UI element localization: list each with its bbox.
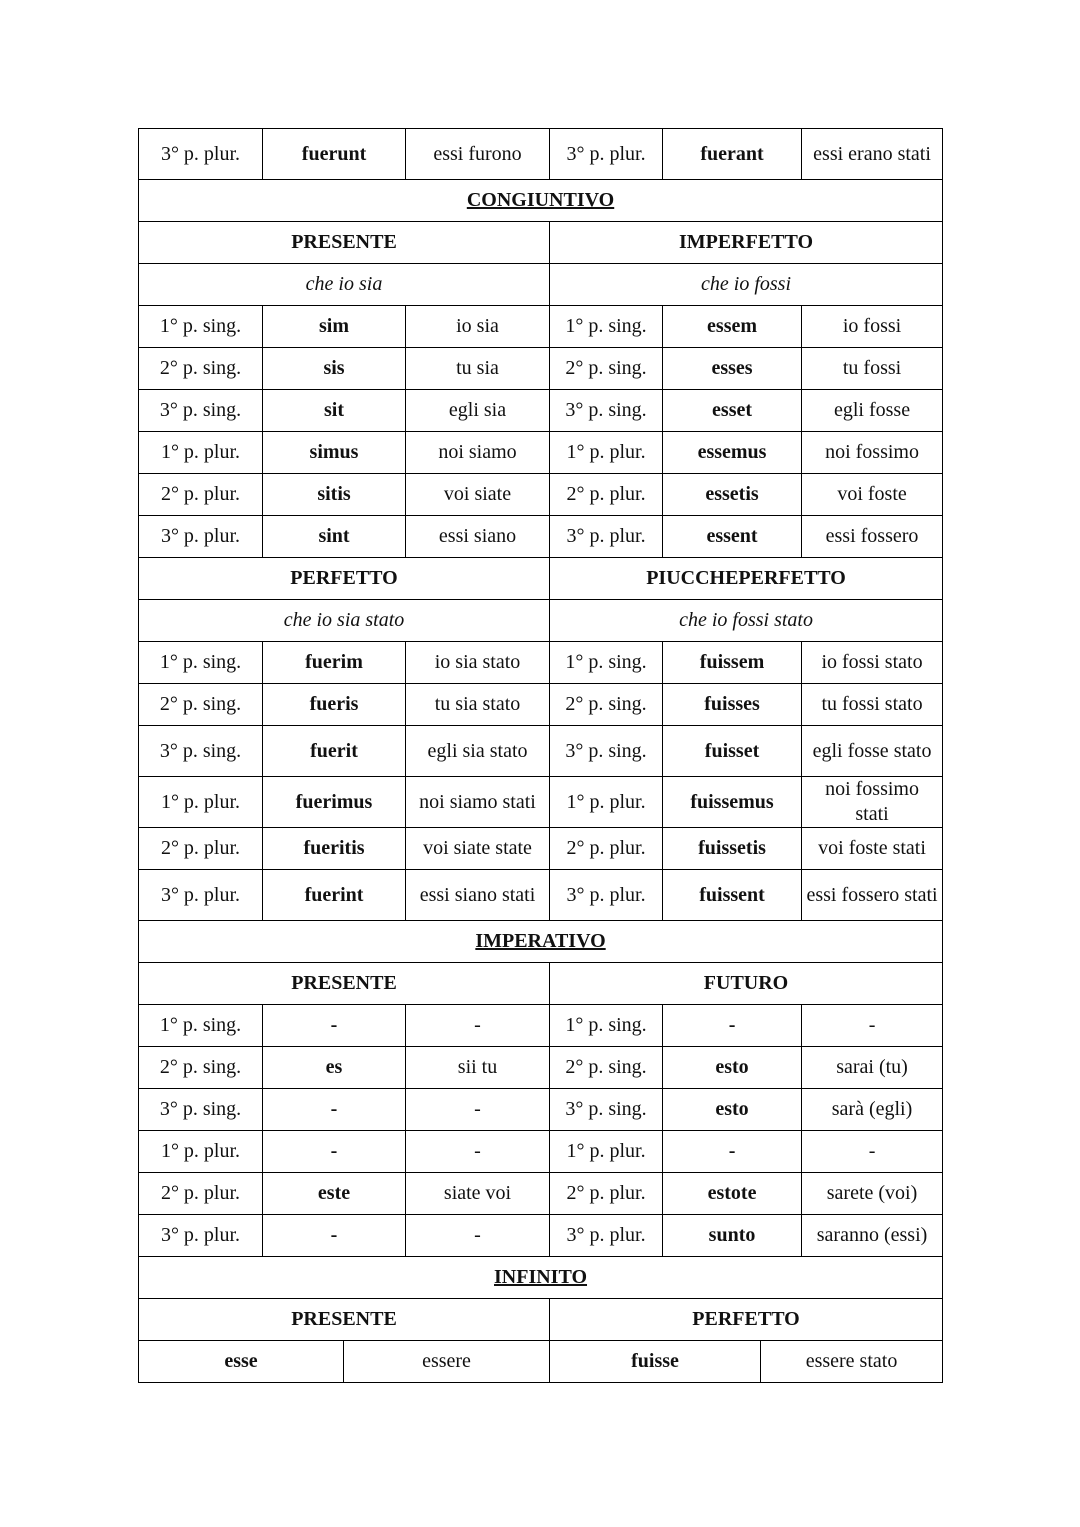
person-cell: 3° p. sing. <box>550 390 663 432</box>
tense-title-perfetto: PERFETTO <box>550 1299 943 1341</box>
latin-form: fuissem <box>663 642 802 684</box>
latin-form: fuissemus <box>663 777 802 828</box>
tense-title-presente: PRESENTE <box>139 222 550 264</box>
table-row <box>139 1215 943 1257</box>
conjugation-table <box>138 128 943 1383</box>
italian-translation: siate voi <box>406 1173 550 1215</box>
latin-form: fuerant <box>663 129 802 180</box>
tense-title-perfetto: PERFETTO <box>139 558 550 600</box>
table-row <box>139 1089 943 1131</box>
tense-title-presente: PRESENTE <box>139 963 550 1005</box>
person-cell: 1° p. sing. <box>550 306 663 348</box>
italian-translation: tu fossi <box>802 348 943 390</box>
latin-form: fueris <box>263 684 406 726</box>
mood-header-row <box>139 1257 943 1299</box>
italian-translation: egli sia stato <box>406 726 550 777</box>
latin-form: fuerimus <box>263 777 406 828</box>
person-cell: 1° p. sing. <box>550 642 663 684</box>
italian-translation: tu fossi stato <box>802 684 943 726</box>
italian-translation: noi fossimo stati <box>802 777 943 828</box>
italian-translation: io sia stato <box>406 642 550 684</box>
tense-gloss: che io sia <box>139 264 550 306</box>
latin-form: - <box>663 1131 802 1173</box>
person-cell: 1° p. plur. <box>139 777 263 828</box>
person-cell: 3° p. plur. <box>139 129 263 180</box>
italian-translation: essi siano stati <box>406 870 550 921</box>
person-cell: 2° p. plur. <box>139 828 263 870</box>
gloss-row <box>139 264 943 306</box>
person-cell: 1° p. plur. <box>550 777 663 828</box>
latin-form: esto <box>663 1047 802 1089</box>
latin-form: fuerint <box>263 870 406 921</box>
table-row <box>139 642 943 684</box>
latin-form: sim <box>263 306 406 348</box>
table-row <box>139 348 943 390</box>
italian-translation: essi fossero stati <box>802 870 943 921</box>
italian-translation: egli fosse stato <box>802 726 943 777</box>
person-cell: 1° p. plur. <box>550 1131 663 1173</box>
latin-form: fuerit <box>263 726 406 777</box>
italian-translation: - <box>802 1005 943 1047</box>
italian-translation: essere stato <box>761 1341 943 1383</box>
latin-form: simus <box>263 432 406 474</box>
person-cell: 2° p. plur. <box>139 474 263 516</box>
tense-gloss: che io fossi <box>550 264 943 306</box>
latin-form: sunto <box>663 1215 802 1257</box>
italian-translation: voi siate <box>406 474 550 516</box>
tense-header-row <box>139 222 943 264</box>
mood-title-congiuntivo: CONGIUNTIVO <box>139 180 943 222</box>
person-cell: 3° p. plur. <box>550 516 663 558</box>
latin-form: esse <box>139 1341 344 1383</box>
tense-header-row <box>139 963 943 1005</box>
person-cell: 2° p. sing. <box>139 348 263 390</box>
italian-translation: saranno (essi) <box>802 1215 943 1257</box>
person-cell: 3° p. sing. <box>139 1089 263 1131</box>
italian-translation: essi erano stati <box>802 129 943 180</box>
italian-translation: sii tu <box>406 1047 550 1089</box>
table-row <box>139 828 943 870</box>
latin-form: - <box>263 1215 406 1257</box>
latin-form: essent <box>663 516 802 558</box>
person-cell: 3° p. sing. <box>139 390 263 432</box>
italian-translation: - <box>406 1005 550 1047</box>
tense-gloss: che io sia stato <box>139 600 550 642</box>
italian-translation: - <box>802 1131 943 1173</box>
tense-title-futuro: FUTURO <box>550 963 943 1005</box>
italian-translation: voi foste <box>802 474 943 516</box>
person-cell: 2° p. plur. <box>550 474 663 516</box>
mood-header-row <box>139 180 943 222</box>
person-cell: 3° p. plur. <box>550 1215 663 1257</box>
table-row <box>139 129 943 180</box>
table-row <box>139 1047 943 1089</box>
tense-header-row <box>139 1299 943 1341</box>
table-row <box>139 474 943 516</box>
italian-translation: essere <box>344 1341 550 1383</box>
person-cell: 2° p. sing. <box>139 684 263 726</box>
latin-form: essemus <box>663 432 802 474</box>
person-cell: 1° p. sing. <box>139 1005 263 1047</box>
italian-translation: tu sia stato <box>406 684 550 726</box>
person-cell: 2° p. plur. <box>139 1173 263 1215</box>
italian-translation: egli fosse <box>802 390 943 432</box>
italian-translation: - <box>406 1089 550 1131</box>
latin-form: fuerim <box>263 642 406 684</box>
table-row <box>139 1173 943 1215</box>
mood-title-infinito: INFINITO <box>139 1257 943 1299</box>
person-cell: 3° p. plur. <box>139 1215 263 1257</box>
tense-title-piuccheperfetto: PIUCCHEPERFETTO <box>550 558 943 600</box>
latin-form: esset <box>663 390 802 432</box>
person-cell: 3° p. plur. <box>139 516 263 558</box>
italian-translation: sarà (egli) <box>802 1089 943 1131</box>
latin-form: fuissetis <box>663 828 802 870</box>
italian-translation: essi furono <box>406 129 550 180</box>
italian-translation: essi fossero <box>802 516 943 558</box>
gloss-row <box>139 600 943 642</box>
person-cell: 1° p. plur. <box>139 432 263 474</box>
person-cell: 1° p. sing. <box>139 642 263 684</box>
person-cell: 3° p. sing. <box>139 726 263 777</box>
italian-translation: tu sia <box>406 348 550 390</box>
latin-form: - <box>263 1089 406 1131</box>
italian-translation: noi fossimo <box>802 432 943 474</box>
person-cell: 3° p. plur. <box>139 870 263 921</box>
tense-header-row <box>139 558 943 600</box>
person-cell: 1° p. sing. <box>139 306 263 348</box>
table-row <box>139 684 943 726</box>
person-cell: 3° p. plur. <box>550 129 663 180</box>
latin-form: sint <box>263 516 406 558</box>
italian-translation: egli sia <box>406 390 550 432</box>
italian-translation: noi siamo stati <box>406 777 550 828</box>
latin-form: - <box>663 1005 802 1047</box>
latin-form: estote <box>663 1173 802 1215</box>
latin-form: fueritis <box>263 828 406 870</box>
person-cell: 3° p. sing. <box>550 726 663 777</box>
latin-form: sit <box>263 390 406 432</box>
italian-translation: essi siano <box>406 516 550 558</box>
latin-form: es <box>263 1047 406 1089</box>
person-cell: 3° p. plur. <box>550 870 663 921</box>
person-cell: 2° p. sing. <box>550 1047 663 1089</box>
tense-gloss: che io fossi stato <box>550 600 943 642</box>
italian-translation: io fossi <box>802 306 943 348</box>
latin-form: fuisse <box>550 1341 761 1383</box>
latin-form: - <box>263 1131 406 1173</box>
italian-translation: io fossi stato <box>802 642 943 684</box>
mood-title-imperativo: IMPERATIVO <box>139 921 943 963</box>
person-cell: 3° p. sing. <box>550 1089 663 1131</box>
latin-form: sitis <box>263 474 406 516</box>
table-row <box>139 306 943 348</box>
person-cell: 2° p. sing. <box>550 348 663 390</box>
table-row <box>139 726 943 777</box>
latin-form: essetis <box>663 474 802 516</box>
table-row <box>139 516 943 558</box>
tense-title-imperfetto: IMPERFETTO <box>550 222 943 264</box>
table-row <box>139 1005 943 1047</box>
table-row <box>139 432 943 474</box>
mood-header-row <box>139 921 943 963</box>
latin-form: esses <box>663 348 802 390</box>
table-row <box>139 870 943 921</box>
italian-translation: voi siate state <box>406 828 550 870</box>
person-cell: 1° p. plur. <box>550 432 663 474</box>
person-cell: 2° p. plur. <box>550 1173 663 1215</box>
latin-form: sis <box>263 348 406 390</box>
italian-translation: sarai (tu) <box>802 1047 943 1089</box>
person-cell: 2° p. plur. <box>550 828 663 870</box>
table-row <box>139 1131 943 1173</box>
italian-translation: - <box>406 1215 550 1257</box>
latin-form: esto <box>663 1089 802 1131</box>
tense-title-presente: PRESENTE <box>139 1299 550 1341</box>
latin-form: fuisses <box>663 684 802 726</box>
person-cell: 1° p. sing. <box>550 1005 663 1047</box>
italian-translation: sarete (voi) <box>802 1173 943 1215</box>
table-row <box>139 390 943 432</box>
person-cell: 1° p. plur. <box>139 1131 263 1173</box>
latin-form: fuerunt <box>263 129 406 180</box>
table-row <box>139 777 943 828</box>
italian-translation: io sia <box>406 306 550 348</box>
latin-form: este <box>263 1173 406 1215</box>
italian-translation: - <box>406 1131 550 1173</box>
italian-translation: noi siamo <box>406 432 550 474</box>
latin-form: - <box>263 1005 406 1047</box>
latin-form: fuisset <box>663 726 802 777</box>
latin-form: fuissent <box>663 870 802 921</box>
person-cell: 2° p. sing. <box>550 684 663 726</box>
latin-form: essem <box>663 306 802 348</box>
table-row <box>139 1341 943 1383</box>
person-cell: 2° p. sing. <box>139 1047 263 1089</box>
italian-translation: voi foste stati <box>802 828 943 870</box>
